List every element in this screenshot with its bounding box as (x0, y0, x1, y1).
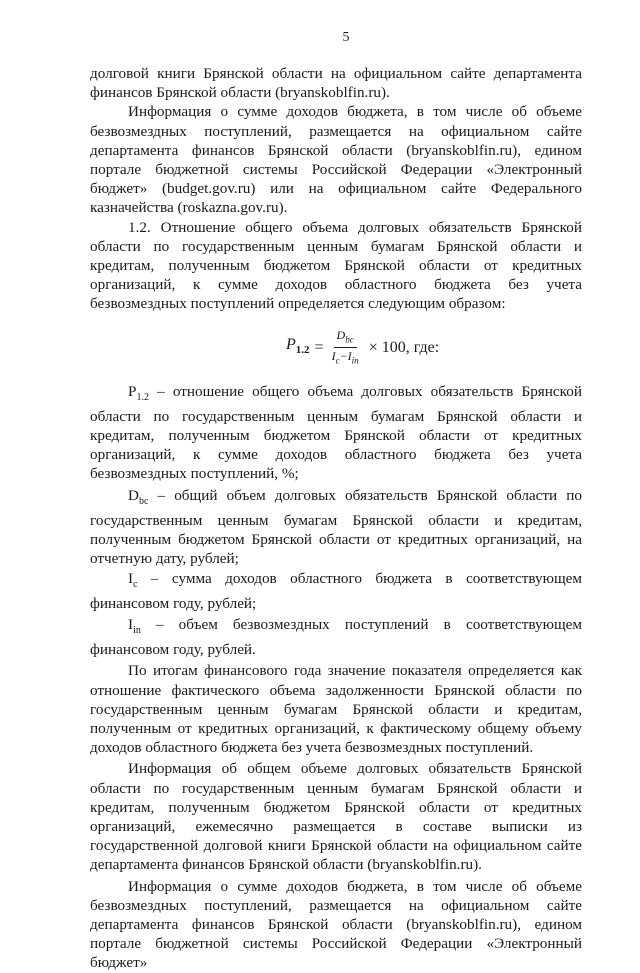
definition-dbc: $D_{bc}$ – общий объем долговых обязательств Брянской области по государственным ценным бумагам Брянской области и кредитам, полученным бюджетом Брянской области от кредитных организаций, на отчетную дату, рублей; (90, 486, 582, 568)
paragraph-income-info-repeat: Информация о сумме доходов бюджета, в том числе об объеме безвозмездных поступлений, размещается на официальном сайте департамента финансов Брянской области (bryanskoblfin.ru), едином портале бюджетной системы Российской Федерации «Электронный бюджет» (90, 877, 582, 972)
paragraph-year-end-value: По итогам финансового года значение показателя определяется как отношение фактического объема задолженности Брянской области по государственным ценным бумагам Брянской области и кредитам, полученным от кредитных организаций, к фактическому общему объему доходов областного бюджета без учета безвозмездных поступлений. (90, 662, 582, 757)
definition-p12: $P_{1.2}$ – отношение общего объема долговых обязательств Брянской области по государственным ценным бумагам Брянской области и кредитам, полученным бюджетом Брянской области от кредитных организаций, к сумме доходов областного бюджета без учета безвозмездных поступлений, %; (90, 382, 582, 483)
formula-numerator: $D_{bc}$ (334, 328, 357, 348)
formula-lhs: $P_{1.2}$ (286, 335, 310, 357)
formula-p12 (90, 328, 582, 368)
definition-ic: $I_c$ – сумма доходов областного бюджета в соответствующем финансовом году, рублей; (90, 569, 582, 612)
paragraph-debt-info: Информация об общем объеме долговых обязательств Брянской области по государственным ценным бумагам Брянской области и кредитам, полученным бюджетом Брянской области от кредитных организаций, ежемесячно размещается в составе выписки из государственной долговой книги Брянской области на официальном сайте департамента финансов Брянской области (bryanskoblfin.ru). (90, 760, 582, 874)
formula-fraction (329, 328, 362, 368)
formula-denominator: $I_c-I_{in}$ (331, 349, 359, 366)
paragraph-continuation: долговой книги Брянской области на официальном сайте департамента финансов Брянской области (bryanskoblfin.ru). (90, 65, 582, 102)
paragraph-section-1-2: 1.2. Отношение общего объема долговых обязательств Брянской области по государственным ценным бумагам Брянской области и кредитам, полученным бюджетом Брянской области от кредитных организаций, к сумме доходов областного бюджета без учета безвозмездных поступлений определяется следующим образом: (90, 218, 582, 313)
paragraph-budget-income-info: Информация о сумме доходов бюджета, в том числе об объеме безвозмездных поступлений, размещается на официальном сайте департамента финансов Брянской области (bryanskoblfin.ru), едином портале бюджетной системы Российской Федерации «Электронный бюджет» (budget.gov.ru) или на официальном сайте Федерального казначейства (roskazna.gov.ru). (90, 103, 582, 217)
formula-tail: × 100, где: (368, 339, 440, 357)
definition-iin: $I_{in}$ – объем безвозмездных поступлений в соответствующем финансовом году, рублей. (90, 615, 582, 659)
page-number: 5 (342, 30, 350, 45)
formula-equals: = (314, 339, 324, 357)
